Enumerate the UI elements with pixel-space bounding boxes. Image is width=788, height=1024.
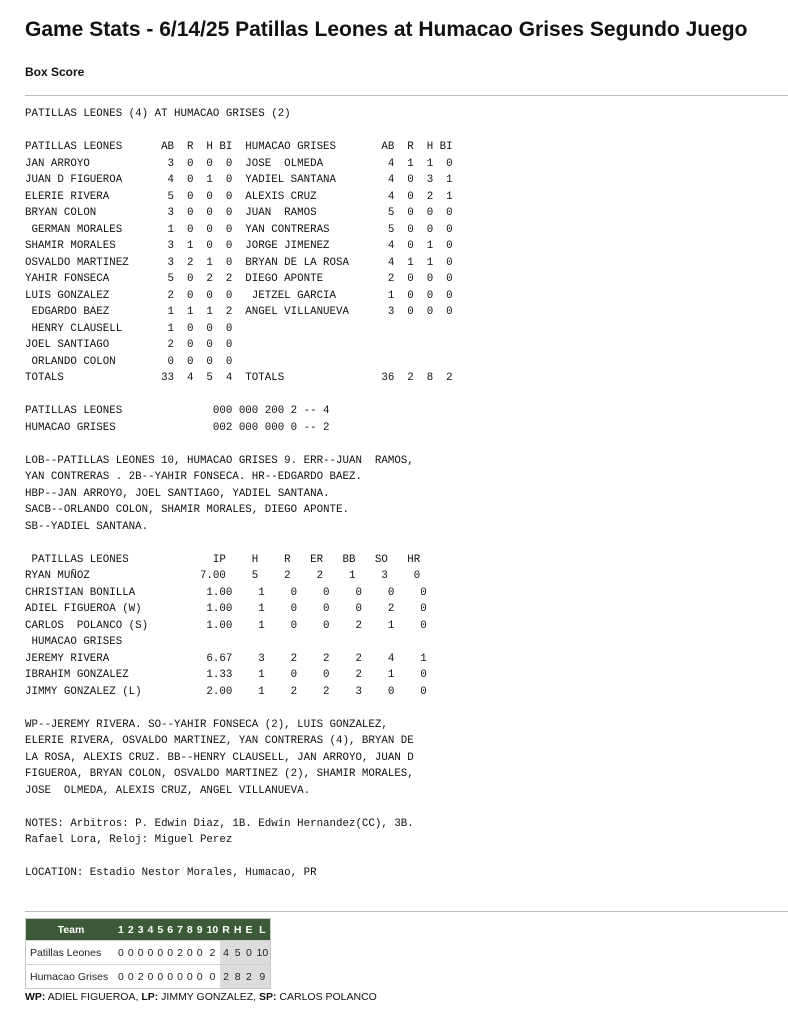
inning-score: 0 <box>146 941 156 965</box>
header-inning-10: 10 <box>205 919 221 941</box>
inning-score: 0 <box>116 941 126 965</box>
inning-score: 0 <box>116 965 126 989</box>
header-inning-4: 4 <box>146 919 156 941</box>
inning-score: 0 <box>185 941 195 965</box>
header-inning-1: 1 <box>116 919 126 941</box>
sp-label: SP: <box>258 991 277 1003</box>
sp-value: CARLOS POLANCO <box>276 991 377 1003</box>
lp-value: JIMMY GONZALEZ, <box>158 991 259 1003</box>
inning-score: 2 <box>205 941 221 965</box>
divider-top <box>25 95 788 96</box>
linescore-table <box>25 918 271 989</box>
inning-score: 0 <box>165 965 175 989</box>
total-runs: 4 <box>220 941 232 965</box>
total-lob: 10 <box>254 941 270 965</box>
divider-bottom <box>25 911 788 912</box>
linescore-row-home <box>26 965 271 989</box>
box-score-text: PATILLAS LEONES (4) AT HUMACAO GRISES (2) PATILLAS LEONES AB R H BI HUMACAO GRISES AB R H BI JAN ARROYO 3 0 0 0 JOSE OLMEDA 4 1 1 0 JUAN D FIGUEROA 4 0 1 0 YADIEL SANTANA 4 0 3 1 ELERIE RIVERA 5 0 0 0 ALEXIS CRUZ 4 0 2 1 BRYAN COLON 3 0 0 0 JUAN RAMOS 5 0 0 0 GERMAN MORALES 1 0 0 0 YAN CONTRERAS 5 0 0 0 SHAMIR MORALES 3 1 0 0 JORGE JIMENEZ 4 0 1 0 OSVALDO MARTINEZ 3 2 1 0 BRYAN DE LA ROSA 4 1 1 0 YAHIR FONSECA 5 0 2 2 DIEGO APONTE 2 0 0 0 LUIS GONZALEZ 2 0 0 0 JETZEL GARCIA 1 0 0 0 EDGARDO BAEZ 1 1 1 2 ANGEL VILLANUEVA 3 0 0 0 HENRY CLAUSELL 1 0 0 0 JOEL SANTIAGO 2 0 0 0 ORLANDO COLON 0 0 0 0 TOTALS 33 4 5 4 TOTALS 36 2 8 2 PATILLAS LEONES 000 000 200 2 -- 4 HUMACAO GRISES 002 000 000 0 -- 2 LOB--PATILLAS LEONES 10, HUMACAO GRISES 9. ERR--JUAN RAMOS, YAN CONTRERAS . 2B--YAHIR FONSECA. HR--EDGARDO BAEZ. HBP--JAN ARROYO, JOEL SANTIAGO, YADIEL SANTANA. SACB--ORLANDO COLON, SHAMIR MORALES, DIEGO APONTE. SB--YADIEL SANTANA. PATILLAS LEONES IP H R ER BB SO HR RYAN MUÑOZ 7.00 5 2 2 1 3 0 CHRISTIAN BONILLA 1.00 1 0 0 0 0 0 ADIEL FIGUEROA (W) 1.00 1 0 0 0 2 0 CARLOS POLANCO (S) 1.00 1 0 0 2 1 0 HUMACAO GRISES JEREMY RIVERA 6.67 3 2 2 2 4 1 IBRAHIM GONZALEZ 1.33 1 0 0 2 1 0 JIMMY GONZALEZ (L) 2.00 1 2 2 3 0 0 WP--JEREMY RIVERA. SO--YAHIR FONSECA (2), LUIS GONZALEZ, ELERIE RIVERA, OSVALDO MARTINEZ, YAN CONTRERAS (4), BRYAN DE LA ROSA, ALEXIS CRUZ. BB--HENRY CLAUSELL, JAN ARROYO, JUAN D FIGUEROA, BRYAN COLON, OSVALDO MARTINEZ (2), SHAMIR MORALES, JOSE OLMEDA, ALEXIS CRUZ, ANGEL VILLANUEVA. NOTES: Arbitros: P. Edwin Diaz, 1B. Edwin Hernandez(CC), 3B. Rafael Lora, Reloj: Miguel Perez LOCATION: Estadio Nestor Morales, Humacao, PR <box>25 108 453 879</box>
team-name: Patillas Leones <box>26 941 117 965</box>
wp-label: WP: <box>25 991 46 1003</box>
inning-score: 0 <box>195 965 205 989</box>
total-runs: 2 <box>220 965 232 989</box>
inning-score: 0 <box>205 965 221 989</box>
total-hits: 8 <box>232 965 244 989</box>
inning-score: 0 <box>165 941 175 965</box>
total-hits: 5 <box>232 941 244 965</box>
header-inning-3: 3 <box>136 919 146 941</box>
inning-score: 0 <box>146 965 156 989</box>
header-errors: E <box>243 919 254 941</box>
pitching-decisions <box>25 991 377 1003</box>
header-inning-7: 7 <box>175 919 185 941</box>
inning-score: 0 <box>155 941 165 965</box>
inning-score: 0 <box>126 941 136 965</box>
header-inning-9: 9 <box>195 919 205 941</box>
linescore-row-away <box>26 941 271 965</box>
page-title: Game Stats - 6/14/25 Patillas Leones at Humacao Grises Segundo Juego <box>25 18 748 41</box>
inning-score: 0 <box>175 965 185 989</box>
header-inning-2: 2 <box>126 919 136 941</box>
inning-score: 0 <box>136 941 146 965</box>
lp-label: LP: <box>141 991 159 1003</box>
header-lob: L <box>254 919 270 941</box>
wp-value: ADIEL FIGUEROA, <box>45 991 142 1003</box>
inning-score: 2 <box>136 965 146 989</box>
section-title: Box Score <box>25 65 85 79</box>
linescore-header-row <box>26 919 271 941</box>
inning-score: 0 <box>195 941 205 965</box>
header-hits: H <box>232 919 244 941</box>
header-inning-6: 6 <box>165 919 175 941</box>
inning-score: 0 <box>155 965 165 989</box>
inning-score: 0 <box>185 965 195 989</box>
inning-score: 0 <box>126 965 136 989</box>
total-errors: 2 <box>243 965 254 989</box>
total-lob: 9 <box>254 965 270 989</box>
header-team: Team <box>26 919 117 941</box>
team-name: Humacao Grises <box>26 965 117 989</box>
header-runs: R <box>220 919 232 941</box>
inning-score: 2 <box>175 941 185 965</box>
total-errors: 0 <box>243 941 254 965</box>
header-inning-8: 8 <box>185 919 195 941</box>
header-inning-5: 5 <box>155 919 165 941</box>
